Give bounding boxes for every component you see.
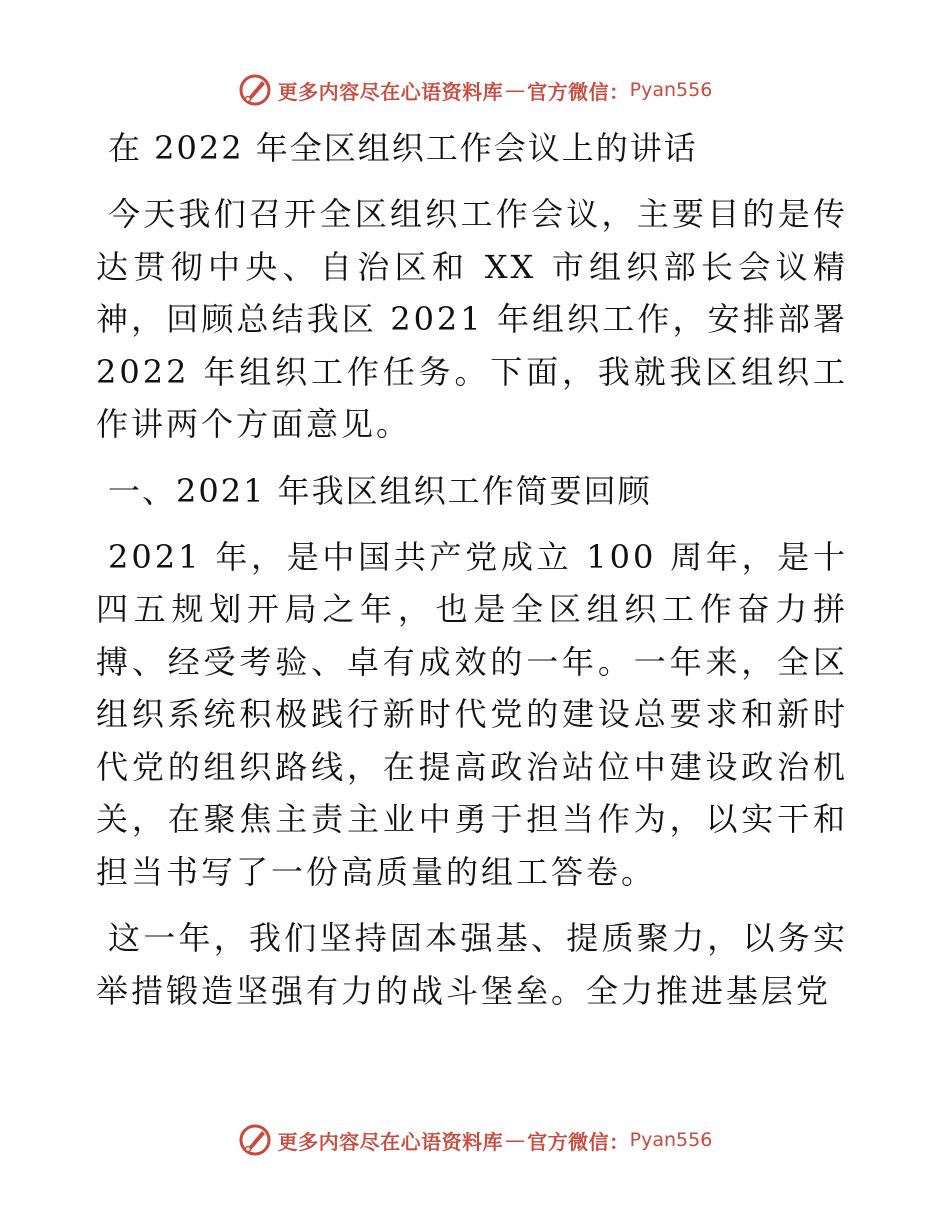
- paragraph-review: 2021 年，是中国共产党成立 100 周年，是十四五规划开局之年，也是全区组织工作奋力拼搏、经受考验、卓有成效的一年。一年来，全区组织系统积极践行新时代党的建设总要求和新时代党的组织路线，在提高政治站位中建设政治机关，在聚焦主责主业中勇于担当作为，以实干和担当书写了一份高质量的组工答卷。: [96, 537, 848, 891]
- paragraph-intro: 今天我们召开全区组织工作会议，主要目的是传达贯彻中央、自治区和 XX 市组织部长会议精神，回顾总结我区 2021 年组织工作，安排部署 2022 年组织工作任务。下面，我就我区组织工作讲两个方面意见。: [96, 195, 848, 443]
- document-body: [96, 124, 848, 1031]
- watermark-wechat-id: Pyan556: [629, 79, 713, 101]
- section-heading-1: 一、2021 年我区组织工作简要回顾: [108, 471, 652, 510]
- document-title: 在 2022 年全区组织工作会议上的讲话: [108, 129, 698, 167]
- watermark-label: 官方微信：: [527, 1129, 630, 1154]
- quill-logo-icon: [238, 1123, 272, 1157]
- watermark-separator: —: [505, 78, 526, 102]
- watermark-text: 更多内容尽在心语资料库: [277, 1129, 504, 1154]
- watermark-label: 官方微信：: [527, 79, 630, 104]
- watermark-wechat-id: Pyan556: [629, 1129, 713, 1151]
- watermark-separator: —: [505, 1128, 526, 1152]
- watermark-text: 更多内容尽在心语资料库: [277, 79, 504, 104]
- header-watermark: [0, 70, 950, 110]
- footer-watermark: [0, 1120, 950, 1160]
- paragraph-this-year: 这一年，我们坚持固本强基、提质聚力，以务实举措锻造坚强有力的战斗堡垒。全力推进基层党: [96, 919, 848, 1010]
- quill-logo-icon: [238, 73, 272, 107]
